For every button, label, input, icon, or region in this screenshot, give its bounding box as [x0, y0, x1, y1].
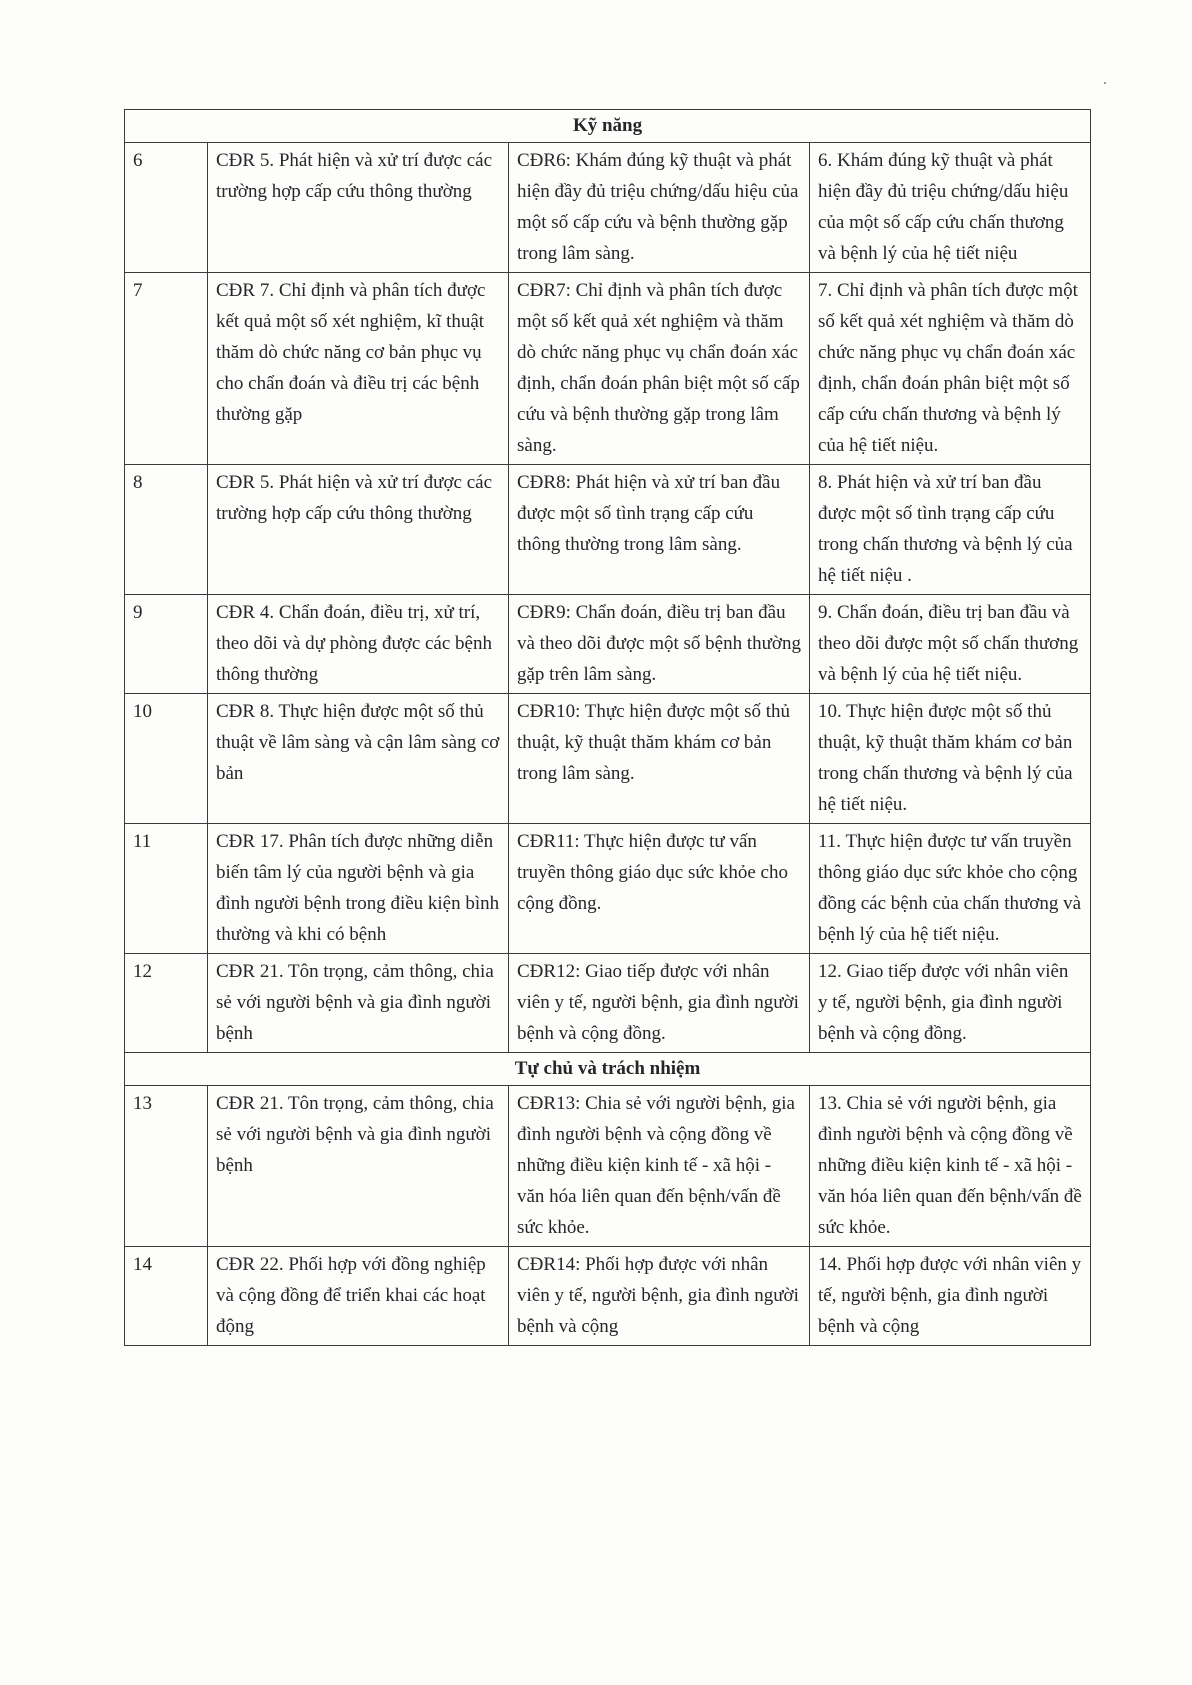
course-outcome-cell: 8. Phát hiện và xử trí ban đầu được một số tình trạng cấp cứu trong chấn thương và bệnh lý của hệ tiết niệu .	[810, 465, 1091, 595]
module-outcome-cell: CĐR9: Chẩn đoán, điều trị ban đầu và theo dõi được một số bệnh thường gặp trên lâm sàng.	[509, 595, 810, 694]
module-outcome-cell: CĐR8: Phát hiện và xử trí ban đầu được một số tình trạng cấp cứu thông thường trong lâm sàng.	[509, 465, 810, 595]
row-number: 8	[125, 465, 208, 595]
learning-outcomes-table	[124, 109, 1091, 1346]
row-number: 12	[125, 954, 208, 1053]
course-outcome-cell: 12. Giao tiếp được với nhân viên y tế, người bệnh, gia đình người bệnh và cộng đồng.	[810, 954, 1091, 1053]
section-header-row	[125, 1053, 1091, 1086]
program-outcome-cell: CĐR 21. Tôn trọng, cảm thông, chia sẻ với người bệnh và gia đình người bệnh	[208, 954, 509, 1053]
course-outcome-cell: 9. Chẩn đoán, điều trị ban đầu và theo dõi được một số chấn thương và bệnh lý của hệ tiết niệu.	[810, 595, 1091, 694]
row-number: 9	[125, 595, 208, 694]
table-row	[125, 954, 1091, 1053]
section-header-row	[125, 110, 1091, 143]
row-number: 11	[125, 824, 208, 954]
module-outcome-cell: CĐR13: Chia sẻ với người bệnh, gia đình người bệnh và cộng đồng về những điều kiện kinh tế - xã hội - văn hóa liên quan đến bệnh/vấn đề sức khỏe.	[509, 1086, 810, 1247]
course-outcome-cell: 11. Thực hiện được tư vấn truyền thông giáo dục sức khỏe cho cộng đồng các bệnh của chấn thương và bệnh lý của hệ tiết niệu.	[810, 824, 1091, 954]
section-title: Kỹ năng	[125, 110, 1091, 143]
module-outcome-cell: CĐR14: Phối hợp được với nhân viên y tế, người bệnh, gia đình người bệnh và cộng	[509, 1247, 810, 1346]
program-outcome-cell: CĐR 17. Phân tích được những diễn biến tâm lý của người bệnh và gia đình người bệnh trong điều kiện bình thường và khi có bệnh	[208, 824, 509, 954]
module-outcome-cell: CĐR7: Chỉ định và phân tích được một số kết quả xét nghiệm và thăm dò chức năng phục vụ chẩn đoán xác định, chẩn đoán phân biệt một số cấp cứu và bệnh thường gặp trong lâm sàng.	[509, 273, 810, 465]
module-outcome-cell: CĐR11: Thực hiện được tư vấn truyền thông giáo dục sức khỏe cho cộng đồng.	[509, 824, 810, 954]
program-outcome-cell: CĐR 4. Chẩn đoán, điều trị, xử trí, theo dõi và dự phòng được các bệnh thông thường	[208, 595, 509, 694]
row-number: 6	[125, 143, 208, 273]
table-row	[125, 694, 1091, 824]
table-row	[125, 824, 1091, 954]
module-outcome-cell: CĐR6: Khám đúng kỹ thuật và phát hiện đầy đủ triệu chứng/dấu hiệu của một số cấp cứu và bệnh thường gặp trong lâm sàng.	[509, 143, 810, 273]
row-number: 10	[125, 694, 208, 824]
module-outcome-cell: CĐR12: Giao tiếp được với nhân viên y tế, người bệnh, gia đình người bệnh và cộng đồng.	[509, 954, 810, 1053]
table-row	[125, 465, 1091, 595]
table-row	[125, 595, 1091, 694]
module-outcome-cell: CĐR10: Thực hiện được một số thủ thuật, kỹ thuật thăm khám cơ bản trong lâm sàng.	[509, 694, 810, 824]
row-number: 7	[125, 273, 208, 465]
program-outcome-cell: CĐR 8. Thực hiện được một số thủ thuật về lâm sàng và cận lâm sàng cơ bản	[208, 694, 509, 824]
row-number: 13	[125, 1086, 208, 1247]
scan-speck	[1104, 82, 1106, 84]
table-row	[125, 273, 1091, 465]
program-outcome-cell: CĐR 21. Tôn trọng, cảm thông, chia sẻ với người bệnh và gia đình người bệnh	[208, 1086, 509, 1247]
course-outcome-cell: 10. Thực hiện được một số thủ thuật, kỹ thuật thăm khám cơ bản trong chấn thương và bệnh lý của hệ tiết niệu.	[810, 694, 1091, 824]
table-row	[125, 1086, 1091, 1247]
table-row	[125, 1247, 1091, 1346]
section-title: Tự chủ và trách nhiệm	[125, 1053, 1091, 1086]
program-outcome-cell: CĐR 5. Phát hiện và xử trí được các trường hợp cấp cứu thông thường	[208, 143, 509, 273]
program-outcome-cell: CĐR 5. Phát hiện và xử trí được các trường hợp cấp cứu thông thường	[208, 465, 509, 595]
row-number: 14	[125, 1247, 208, 1346]
course-outcome-cell: 6. Khám đúng kỹ thuật và phát hiện đầy đủ triệu chứng/dấu hiệu của một số cấp cứu chấn thương và bệnh lý của hệ tiết niệu	[810, 143, 1091, 273]
program-outcome-cell: CĐR 7. Chỉ định và phân tích được kết quả một số xét nghiệm, kĩ thuật thăm dò chức năng cơ bản phục vụ cho chẩn đoán và điều trị các bệnh thường gặp	[208, 273, 509, 465]
course-outcome-cell: 14. Phối hợp được với nhân viên y tế, người bệnh, gia đình người bệnh và cộng	[810, 1247, 1091, 1346]
table-row	[125, 143, 1091, 273]
course-outcome-cell: 13. Chia sẻ với người bệnh, gia đình người bệnh và cộng đồng về những điều kiện kinh tế - xã hội - văn hóa liên quan đến bệnh/vấn đề sức khỏe.	[810, 1086, 1091, 1247]
course-outcome-cell: 7. Chỉ định và phân tích được một số kết quả xét nghiệm và thăm dò chức năng phục vụ chẩn đoán xác định, chẩn đoán phân biệt một số cấp cứu chấn thương và bệnh lý của hệ tiết niệu.	[810, 273, 1091, 465]
program-outcome-cell: CĐR 22. Phối hợp với đồng nghiệp và cộng đồng để triển khai các hoạt động	[208, 1247, 509, 1346]
